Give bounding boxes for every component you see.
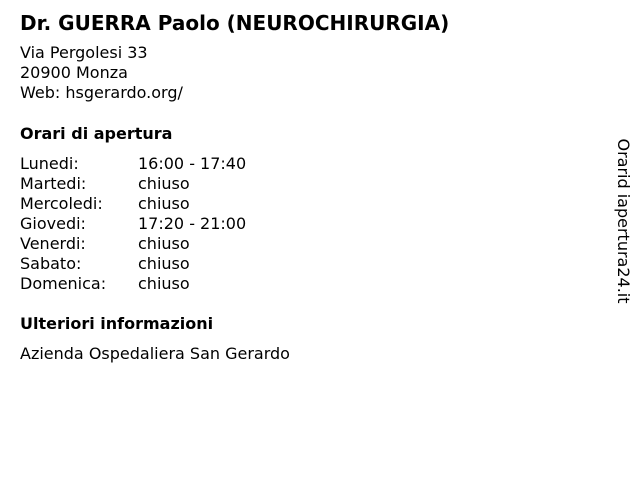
day-label: Domenica: [20, 274, 107, 293]
day-label: Lunedi: [20, 154, 79, 173]
day-label: Sabato: [20, 254, 82, 273]
day-label: Mercoledi: [20, 194, 103, 213]
day-label: Giovedi: [20, 214, 86, 233]
page-title: Dr. GUERRA Paolo (NEUROCHIRURGIA) [20, 11, 450, 35]
brand-watermark: Orarid iapertura24.it [614, 138, 633, 304]
hours-row-thursday [20, 214, 246, 234]
day-hours: chiuso [138, 174, 190, 193]
hours-row-sunday [20, 274, 246, 294]
address-city: 20900 Monza [20, 63, 128, 82]
day-hours: chiuso [138, 194, 190, 213]
hours-row-tuesday [20, 174, 246, 194]
day-hours: chiuso [138, 254, 190, 273]
day-hours: chiuso [138, 274, 190, 293]
hours-row-saturday [20, 254, 246, 274]
day-hours: 17:20 - 21:00 [138, 214, 247, 233]
hours-row-wednesday [20, 194, 246, 214]
address-street: Via Pergolesi 33 [20, 43, 148, 62]
hours-row-friday [20, 234, 246, 254]
address-block [20, 43, 183, 103]
day-label: Martedi: [20, 174, 87, 193]
day-hours: chiuso [138, 234, 190, 253]
website-line[interactable]: Web: hsgerardo.org/ [20, 83, 183, 102]
opening-hours-table [20, 154, 246, 294]
opening-hours-heading: Orari di apertura [20, 124, 173, 143]
more-info-heading: Ulteriori informazioni [20, 314, 214, 333]
day-label: Venerdi: [20, 234, 86, 253]
day-hours: 16:00 - 17:40 [138, 154, 247, 173]
hours-row-monday [20, 154, 246, 174]
more-info-text: Azienda Ospedaliera San Gerardo [20, 344, 290, 363]
